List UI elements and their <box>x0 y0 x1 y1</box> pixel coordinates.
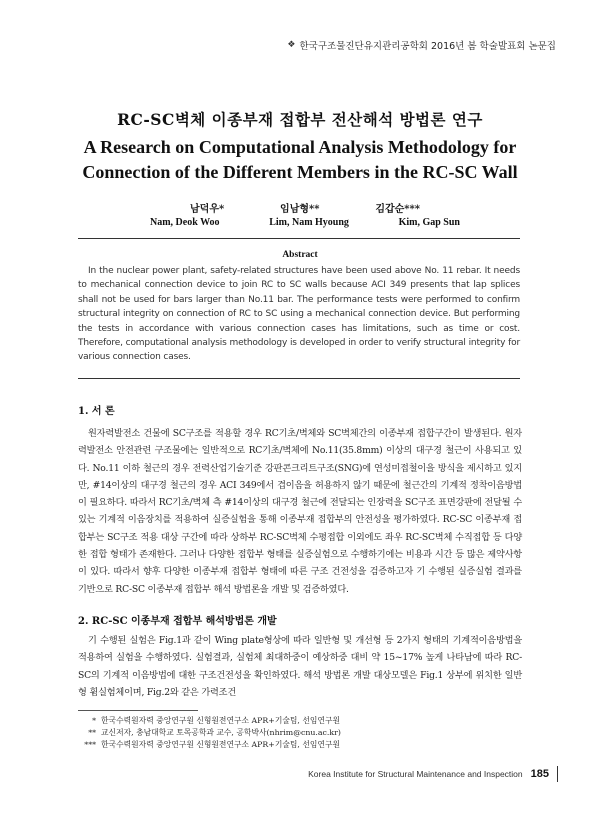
section-1-body: 원자력발전소 건물에 SC구조를 적용할 경우 RC기초/벽체와 SC벽체간의 이종부재 접합구간이 발생된다. 원자력발전소 안전관련 구조물에는 일반적으로 RC기초/벽체에 No.11(35.8mm) 이상의 대구경 철근이 사용되고 있다. No.11 이하 철근의 경우 전력산업기술기준 강판콘크리트구조(SNG)에 연성미접철이을 방식을 제시하고 있지만, #14이상의 대구경 철근의 경우 ACI 349에서 겹이음을 허용하지 않기 때문에 철근간의 기계적 정착이음방법이 필요하다. 따라서 RC기초/벽체 측 #14이상의 대구경 철근에 전달되는 인장력을 SC구조 표면강판에 전달될 수 있는 기계적 이음장치를 적용하여 실증실험을 통해 이종부재 접합부의 안전성을 평가하였다. RC-SC 이종부재 접합부는 SC구조 적용 대상 구간에 따라 상하부 RC-SC벽체 수평접합 이외에도 좌우 RC-SC벽체 수직접합 등 다양한 접합 형태가 존재한다. 그러나 다양한 접합부 형태를 실증실험으로 수행하기에는 비용과 시간 등 많은 제약사항이 있다. 따라서 향후 다양한 이종부재 접합부 형태에 따른 구조 건전성을 검증하고자 기 수행된 실증실험 결과를 기반으로 RC-SC 이종부재 접합부 해석 방법론을 개발 및 검증하였다. <box>78 428 522 595</box>
abstract-top-rule <box>78 238 520 239</box>
author-english-3: Kim, Gap Sun <box>398 217 460 228</box>
authors-english <box>150 217 460 228</box>
title-english-line-2: Connection of the Different Members in the RC-SC Wall <box>82 162 518 182</box>
page-footer <box>308 766 558 782</box>
section-2-heading: 2. RC-SC 이종부재 접합부 해석방법론 개발 <box>78 616 277 627</box>
footer-institution: Korea Institute for Structural Maintenance and Inspection <box>308 769 523 779</box>
author-korean-1: 남덕우* <box>190 204 225 215</box>
footnote-item <box>84 739 504 751</box>
footer-divider <box>557 766 558 782</box>
abstract-body: In the nuclear power plant, safety-related structures have been used above No. 11 rebar. It needs to mechanical connection device to join RC to SC walls because ACI 349 presents that lap splices shall not be used for bars larger than No.11 bar. The performance tests were performed to confirm structural integrity on connection of RC to SC using a mechanical connection device. But performing the tests in accordance with various connection cases has limitations, such as time or cost. Therefore, computational analysis methodology is developed in order to verify structural integrity for various connection cases. <box>78 266 520 363</box>
footnote-item <box>84 727 504 739</box>
title-korean: RC-SC벽체 이종부재 접합부 전산해석 방법론 연구 <box>117 110 483 129</box>
footnote-mark: ** <box>88 728 96 737</box>
diamond-bullet-icon: ❖ <box>287 40 296 50</box>
footnote-mark: *** <box>84 740 96 749</box>
title-english <box>0 135 600 185</box>
author-korean-3: 김갑순*** <box>375 204 420 215</box>
footnote-text: 교신저자, 충남대학교 토목공학과 교수, 공학박사(nhrim@cnu.ac.kr) <box>101 728 341 737</box>
footnote-text: 한국수력원자력 중앙연구원 신형원전연구소 APR+기술팀, 선임연구원 <box>101 740 341 749</box>
footnote-rule <box>78 710 198 711</box>
footnote-text: 한국수력원자력 중앙연구원 신형원전연구소 APR+기술팀, 선임연구원 <box>101 716 341 725</box>
footnote-item <box>84 715 504 727</box>
running-header <box>287 38 556 52</box>
author-korean-2: 임남형** <box>280 204 320 215</box>
page-number: 185 <box>530 768 549 780</box>
section-1-heading: 1. 서 론 <box>78 406 115 417</box>
author-english-1: Nam, Deok Woo <box>150 217 220 228</box>
abstract-bottom-rule <box>78 378 520 379</box>
authors-korean <box>190 200 420 215</box>
footnotes <box>84 715 504 751</box>
section-2-body: 기 수행된 실험은 Fig.1과 같이 Wing plate형상에 따라 일반형 및 개선형 등 2가지 형태의 기계적이음방법을 적용하여 실험을 수행하였다. 실험결과, 실험체 최대하중이 예상하중 대비 약 15~17% 높게 나타남에 따라 RC-SC의 기계적 이음방법에 대한 구조건전성을 확인하였다. 해석 방법론 개발 대상모델은 Fig.1 상부에 위치한 일반형 휨실험체이며, Fig.2와 같은 가력조건 <box>78 635 522 698</box>
title-english-line-1: A Research on Computational Analysis Methodology for <box>83 137 517 157</box>
running-header-text: 한국구조물진단유지관리공학회 2016년 봄 학술발표회 논문집 <box>299 41 556 52</box>
footnote-mark: * <box>92 716 96 725</box>
abstract-heading: Abstract <box>282 250 318 260</box>
author-english-2: Lim, Nam Hyoung <box>269 217 349 228</box>
